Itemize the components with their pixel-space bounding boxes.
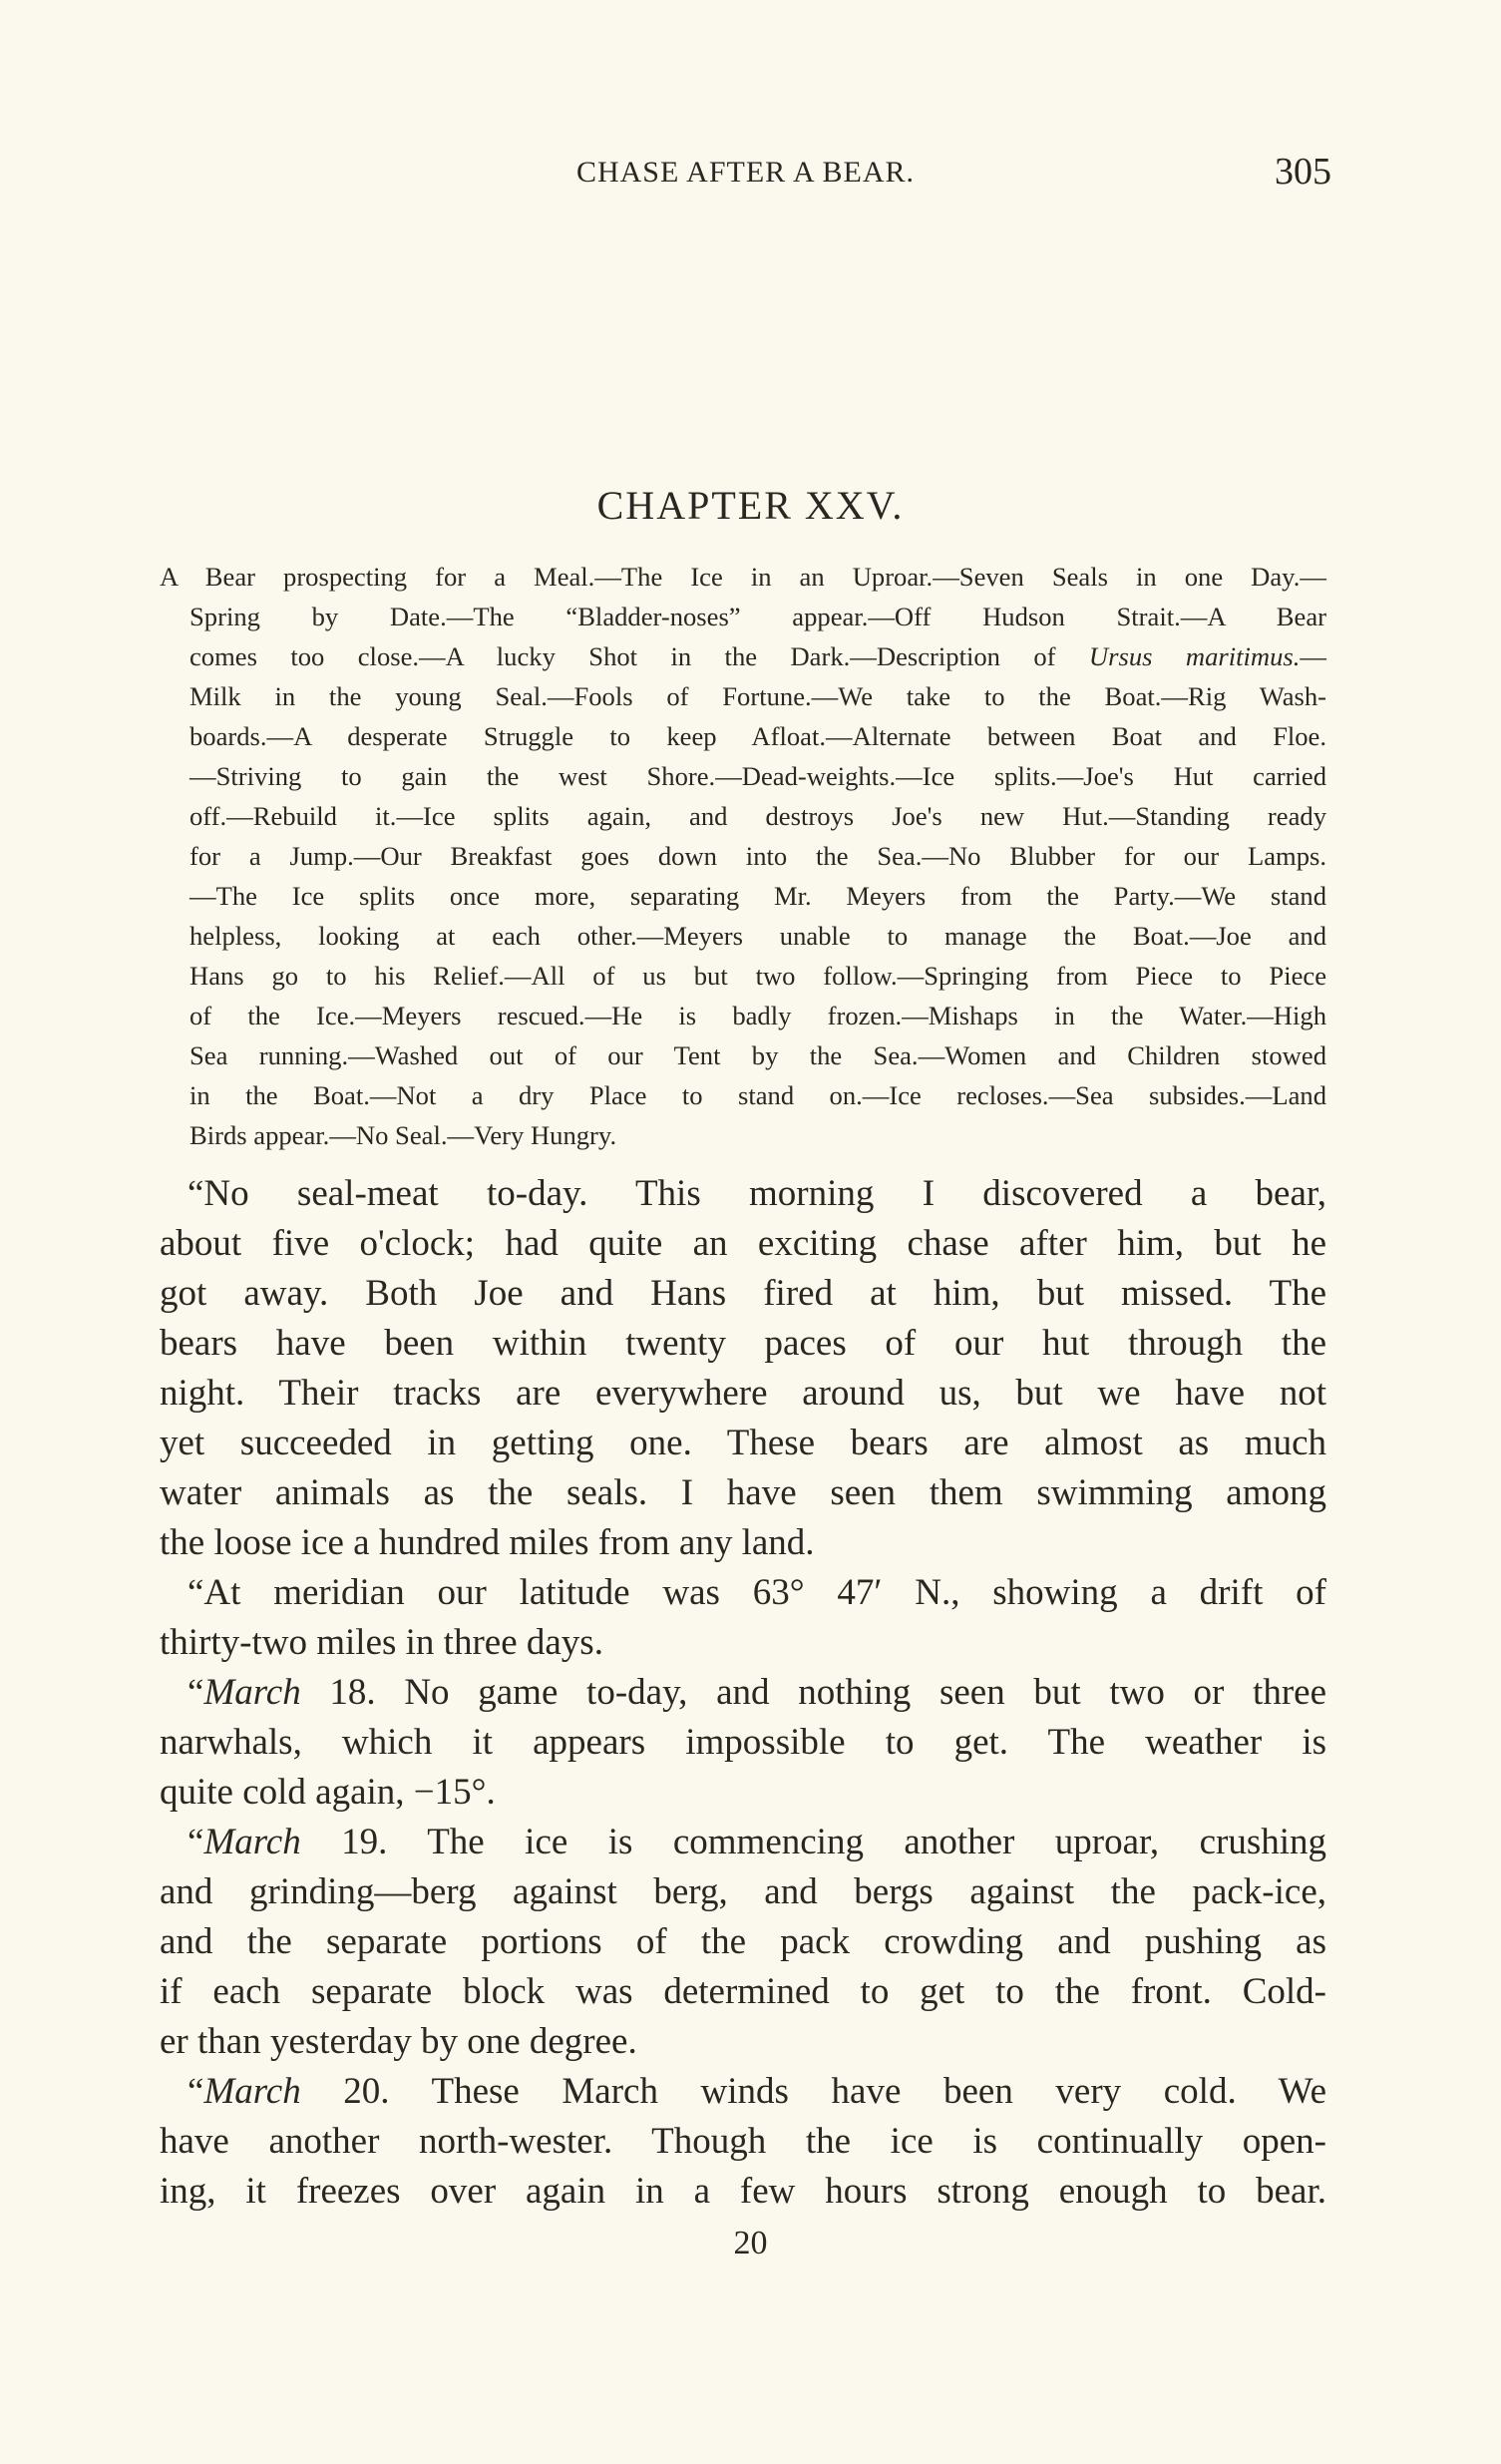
body-line: yet succeeded in getting one. These bears are almost as much bbox=[160, 1423, 1326, 1463]
page-number: 305 bbox=[1275, 151, 1331, 193]
body-text bbox=[160, 1169, 1326, 2217]
body-line: narwhals, which it appears impossible to get. The weather is bbox=[160, 1722, 1326, 1763]
body-line bbox=[160, 1818, 1326, 1867]
body-line: thirty-two miles in three days. bbox=[160, 1622, 603, 1663]
body-line: “No seal-meat to-day. This morning I discovered a bear, bbox=[188, 1173, 1326, 1214]
synopsis-line: Sea running.—Washed out of our Tent by the Sea.—Women and Children stowed bbox=[189, 1040, 1326, 1070]
species-name: Ursus maritimus. bbox=[1088, 641, 1301, 671]
body-line: about five o'clock; had quite an exciting chase after him, but he bbox=[160, 1223, 1326, 1264]
body-line: if each separate block was determined to get to the front. Cold- bbox=[160, 1971, 1326, 2012]
body-line: and the separate portions of the pack crowding and pushing as bbox=[160, 1921, 1326, 1962]
synopsis-line: —The Ice splits once more, separating Mr. Meyers from the Party.—We stand bbox=[189, 881, 1326, 911]
synopsis-line: Milk in the young Seal.—Fools of Fortune.—We take to the Boat.—Rig Wash- bbox=[189, 681, 1326, 711]
body-line: have another north-wester. Though the ice is continually open- bbox=[160, 2121, 1326, 2162]
synopsis-line: of the Ice.—Meyers rescued.—He is badly frozen.—Mishaps in the Water.—High bbox=[189, 1001, 1326, 1030]
chapter-synopsis bbox=[160, 557, 1326, 1155]
body-line-text: 18. No game to-day, and nothing seen but two or three bbox=[300, 1672, 1326, 1713]
date-month: March bbox=[203, 1672, 301, 1713]
synopsis-line: for a Jump.—Our Breakfast goes down into the Sea.—No Blubber for our Lamps. bbox=[189, 841, 1326, 871]
synopsis-line-dash: — bbox=[1300, 641, 1326, 671]
chapter-title: CHAPTER XXV. bbox=[596, 483, 905, 528]
body-line: bears have been within twenty paces of our hut through the bbox=[160, 1323, 1326, 1364]
body-line bbox=[160, 1668, 1326, 1718]
synopsis-line: boards.—A desperate Struggle to keep Afloat.—Alternate between Boat and Floe. bbox=[189, 721, 1326, 751]
synopsis-line bbox=[160, 636, 1326, 676]
synopsis-line: in the Boat.—Not a dry Place to stand on.—Ice recloses.—Sea subsides.—Land bbox=[189, 1080, 1326, 1110]
body-line: and grinding—berg against berg, and bergs against the pack-ice, bbox=[160, 1871, 1326, 1912]
synopsis-line: Birds appear.—No Seal.—Very Hungry. bbox=[189, 1120, 617, 1150]
body-line-text: 19. The ice is commencing another uproar, crushing bbox=[300, 1822, 1326, 1862]
synopsis-line: Hans go to his Relief.—All of us but two follow.—Springing from Piece to Piece bbox=[189, 961, 1326, 991]
quote-mark: “ bbox=[188, 1822, 204, 1862]
date-month: March bbox=[203, 2071, 301, 2112]
synopsis-line: helpless, looking at each other.—Meyers unable to manage the Boat.—Joe and bbox=[189, 921, 1326, 951]
signature-mark: 20 bbox=[733, 2225, 768, 2261]
body-line: got away. Both Joe and Hans fired at him, but missed. The bbox=[160, 1273, 1326, 1314]
body-line: quite cold again, −15°. bbox=[160, 1772, 496, 1813]
synopsis-line: Spring by Date.—The “Bladder-noses” appear.—Off Hudson Strait.—A Bear bbox=[189, 602, 1326, 631]
running-title: CHASE AFTER A BEAR. bbox=[575, 156, 916, 189]
body-line bbox=[160, 2067, 1326, 2117]
date-month: March bbox=[203, 1822, 301, 1862]
body-line: “At meridian our latitude was 63° 47′ N., showing a drift of bbox=[188, 1572, 1326, 1613]
body-line: night. Their tracks are everywhere around us, but we have not bbox=[160, 1373, 1326, 1414]
synopsis-line: off.—Rebuild it.—Ice splits again, and destroys Joe's new Hut.—Standing ready bbox=[189, 801, 1326, 831]
body-line-text: 20. These March winds have been very cold. We bbox=[300, 2071, 1326, 2112]
body-line: ing, it freezes over again in a few hours strong enough to bear. bbox=[160, 2171, 1326, 2212]
body-line: er than yesterday by one degree. bbox=[160, 2021, 637, 2062]
body-line: the loose ice a hundred miles from any land. bbox=[160, 1522, 815, 1563]
synopsis-line-text: comes too close.—A lucky Shot in the Dark.—Description of bbox=[189, 641, 1089, 671]
running-head bbox=[160, 150, 1331, 200]
body-line: water animals as the seals. I have seen them swimming among bbox=[160, 1472, 1326, 1513]
synopsis-line: —Striving to gain the west Shore.—Dead-weights.—Ice splits.—Joe's Hut carried bbox=[189, 761, 1326, 791]
synopsis-line: A Bear prospecting for a Meal.—The Ice in an Uproar.—Seven Seals in one Day.— bbox=[160, 562, 1326, 592]
quote-mark: “ bbox=[188, 2071, 204, 2112]
quote-mark: “ bbox=[188, 1672, 204, 1713]
